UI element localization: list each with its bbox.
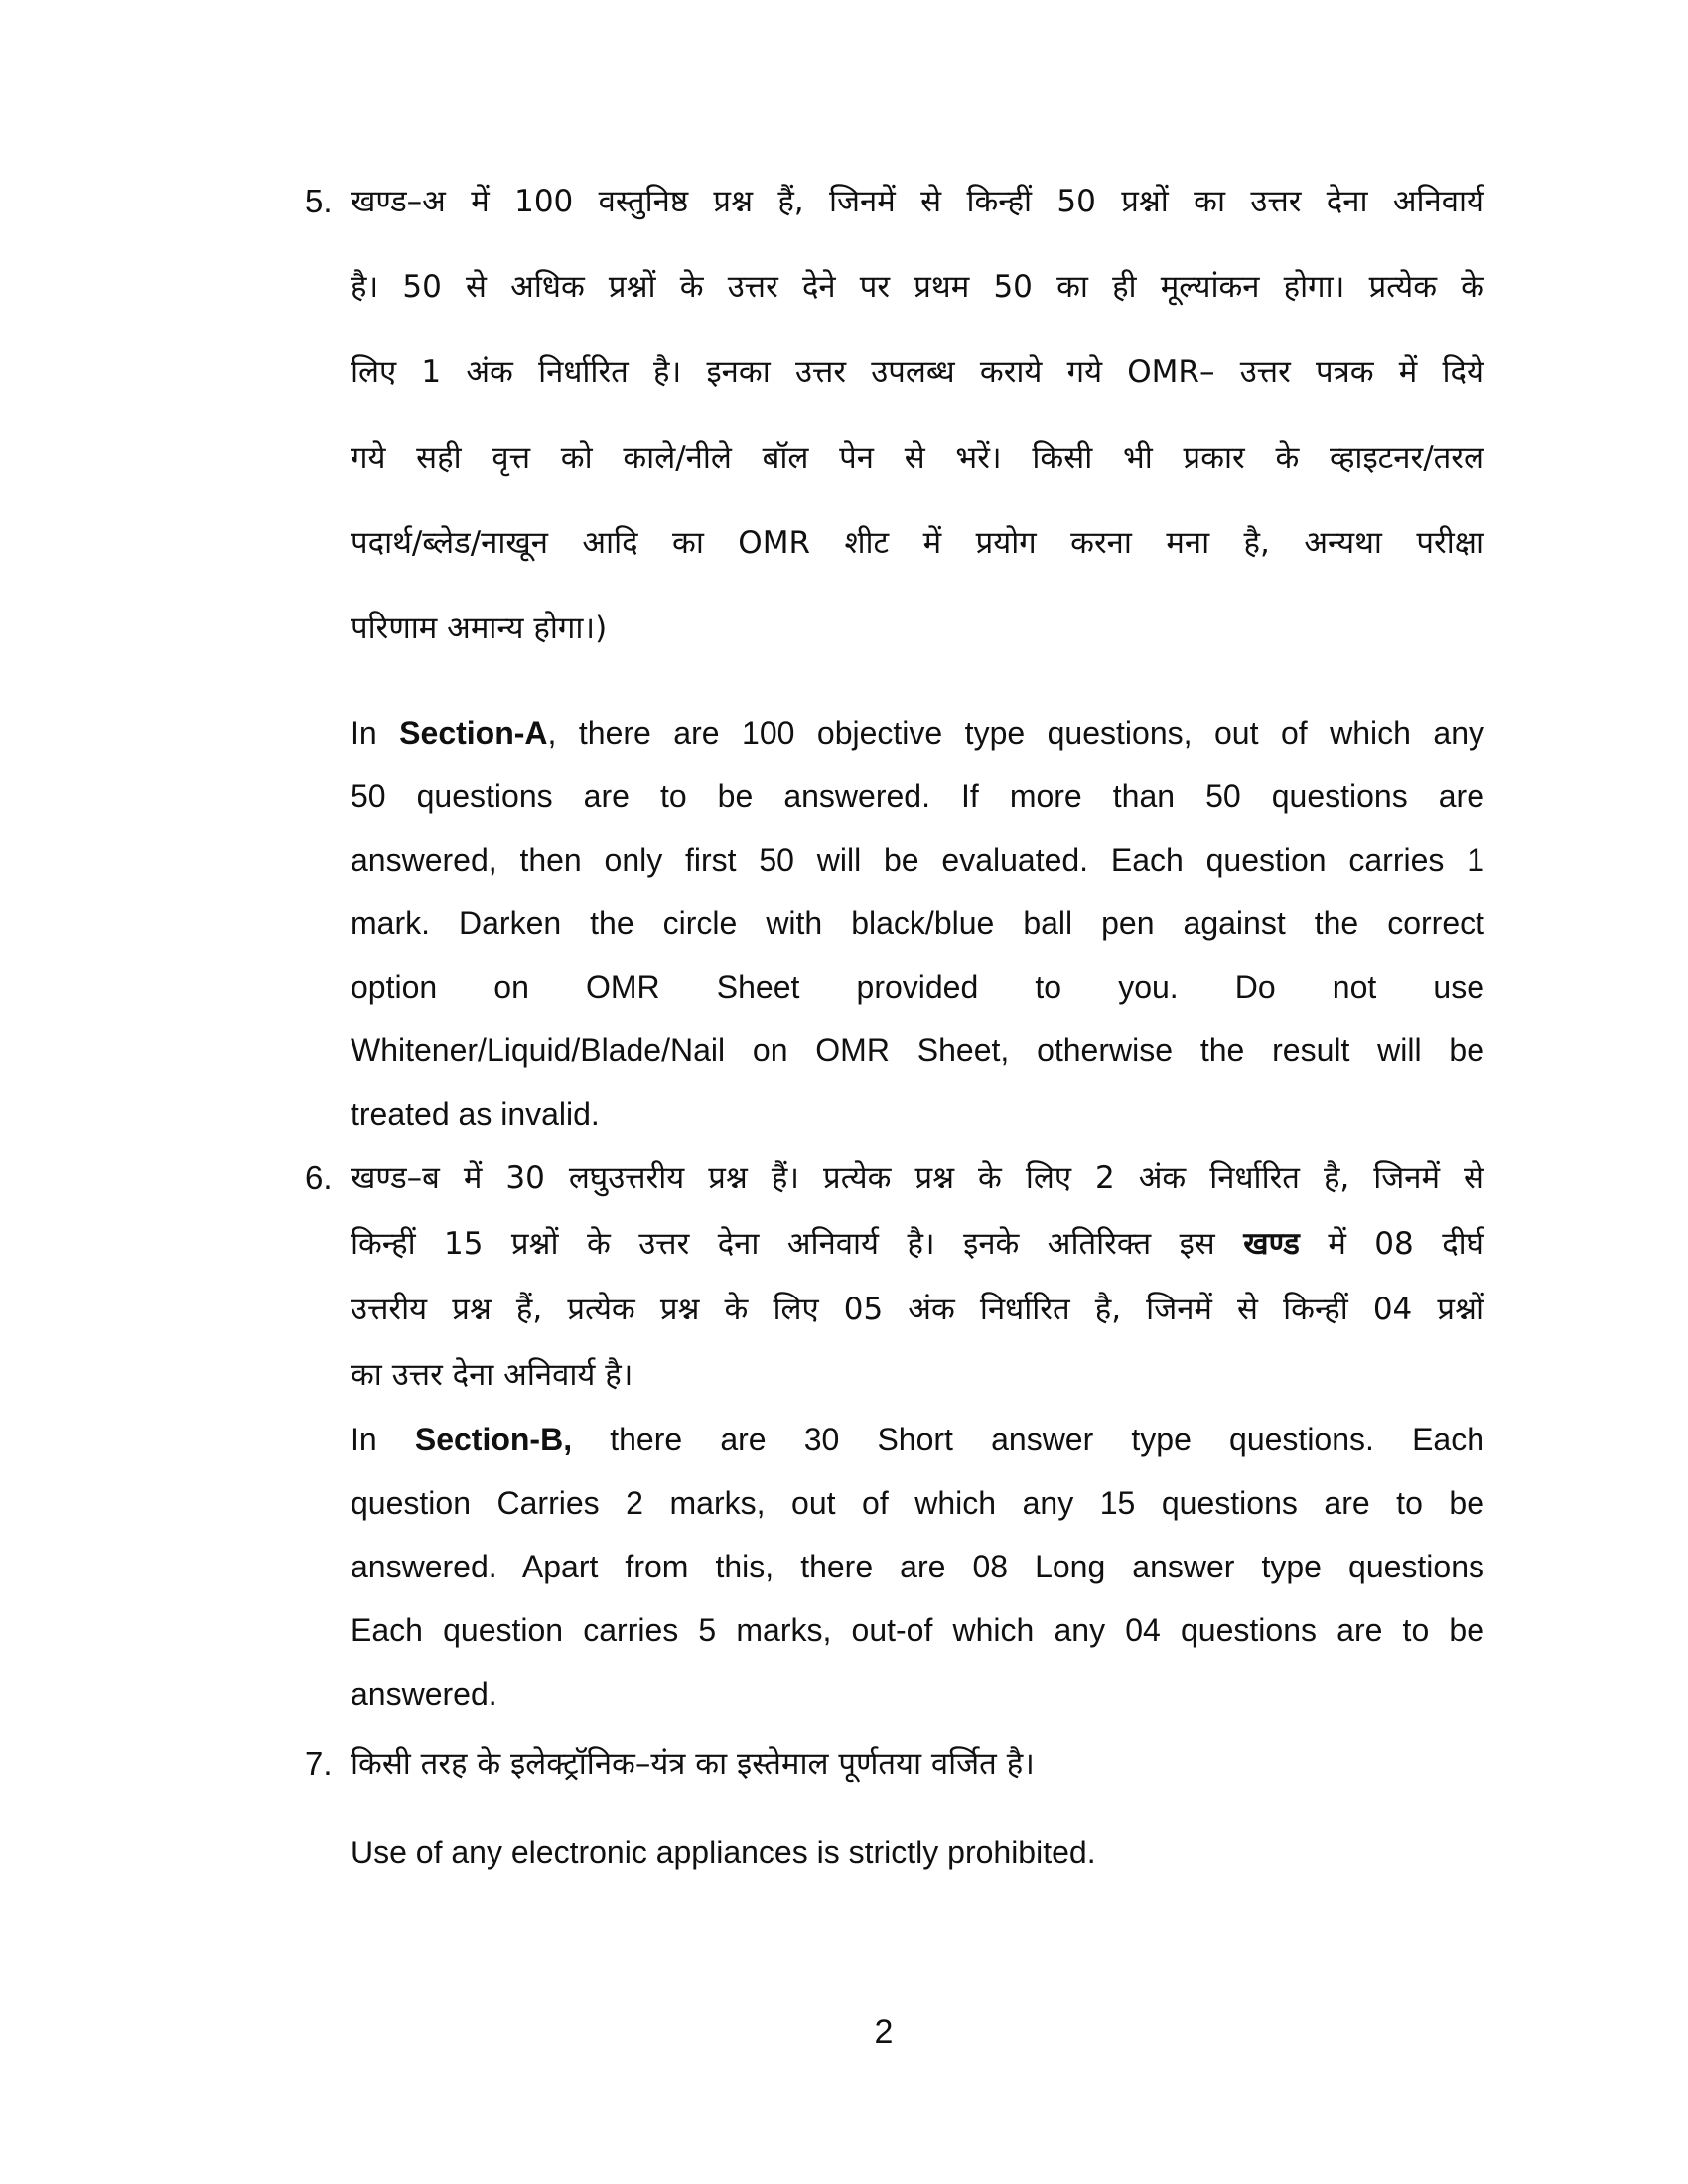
line-text: पदार्थ/ब्लेड/नाखून आदि का OMR शीट में प्रयोग करना मना है, अन्यथा परीक्षा <box>351 525 1484 561</box>
item-number: 7. <box>305 1745 333 1782</box>
english-paragraph <box>351 1408 1484 1725</box>
line-text: लिए 1 अंक निर्धारित है। इनका उत्तर उपलब्ध कराये गये OMR– उत्तर पत्रक में दिये <box>351 354 1484 390</box>
line-text: किसी तरह के इलेक्ट्रॉनिक–यंत्र का इस्तेमाल पूर्णतया वर्जित है। <box>351 1746 1035 1782</box>
line-text: परिणाम अमान्य होगा।) <box>351 611 608 646</box>
line-text: खण्ड–अ में 100 वस्तुनिष्ठ प्रश्न हैं, जिनमें से किन्हीं 50 प्रश्नों का उत्तर देना अनिवार्य <box>351 184 1484 219</box>
text-line <box>351 1146 1484 1211</box>
page-number: 2 <box>874 2013 894 2051</box>
instruction-item-6 <box>305 1146 1484 1725</box>
line-text: Each question carries 5 marks, out-of which any 04 questions are to be <box>351 1612 1484 1648</box>
line-text: में 08 दीर्घ <box>1299 1226 1484 1262</box>
text-line <box>351 1731 1484 1797</box>
item-body <box>351 1146 1484 1725</box>
hindi-paragraph <box>351 159 1484 671</box>
line-text: answered, then only first 50 will be evaluated. Each question carries 1 <box>351 842 1484 878</box>
item-body <box>351 1731 1484 1884</box>
item-number: 5. <box>305 183 333 219</box>
line-text: Use of any electronic appliances is strictly prohibited. <box>351 1835 1096 1870</box>
text-line <box>351 1598 1484 1662</box>
text-line <box>351 330 1484 415</box>
line-text: answered. Apart from this, there are 08 Long answer type questions <box>351 1549 1484 1584</box>
line-bold-text: खण्ड <box>1243 1226 1300 1262</box>
text-line <box>351 1211 1484 1277</box>
text-line <box>351 244 1484 330</box>
text-line <box>351 764 1484 828</box>
text-line <box>351 1277 1484 1342</box>
text-line <box>351 586 1484 671</box>
text-line <box>351 415 1484 500</box>
instruction-item-5 <box>305 159 1484 1146</box>
line-bold-text: Section-B, <box>414 1422 573 1457</box>
line-text: 50 questions are to be answered. If more than 50 questions are <box>351 778 1484 814</box>
text-line <box>351 828 1484 891</box>
line-text: option on OMR Sheet provided to you. Do not use <box>351 969 1484 1005</box>
text-line <box>351 1662 1484 1725</box>
text-line <box>351 955 1484 1019</box>
item-number: 6. <box>305 1160 333 1196</box>
text-line <box>351 1471 1484 1535</box>
text-line <box>351 1019 1484 1082</box>
line-text: गये सही वृत्त को काले/नीले बॉल पेन से भरें। किसी भी प्रकार के व्हाइटनर/तरल <box>351 440 1484 476</box>
line-text: किन्हीं 15 प्रश्नों के उत्तर देना अनिवार्य है। इनके अतिरिक्त इस <box>351 1226 1244 1262</box>
line-text: है। 50 से अधिक प्रश्नों के उत्तर देने पर प्रथम 50 का ही मूल्यांकन होगा। प्रत्येक के <box>351 269 1484 305</box>
text-line <box>351 1342 1484 1408</box>
line-text: question Carries 2 marks, out of which any 15 questions are to be <box>351 1485 1484 1521</box>
line-text: answered. <box>351 1676 497 1711</box>
line-text: treated as invalid. <box>351 1096 600 1132</box>
line-text: there are 30 Short answer type questions. Each <box>572 1422 1484 1457</box>
text-line <box>351 701 1484 764</box>
hindi-paragraph <box>351 1146 1484 1408</box>
line-text: In <box>351 715 400 751</box>
text-line <box>351 1821 1484 1884</box>
line-bold-text: Section-A <box>399 715 548 751</box>
text-line <box>351 1408 1484 1471</box>
instruction-item-7 <box>305 1731 1484 1884</box>
text-line <box>351 159 1484 244</box>
english-paragraph <box>351 1821 1484 1884</box>
hindi-paragraph <box>351 1731 1484 1797</box>
line-text: का उत्तर देना अनिवार्य है। <box>351 1357 633 1393</box>
line-text: उत्तरीय प्रश्न हैं, प्रत्येक प्रश्न के लिए 05 अंक निर्धारित है, जिनमें से किन्हीं 04 प्रश्नों <box>351 1292 1484 1327</box>
line-text: , there are 100 objective type questions, out of which any <box>547 715 1484 751</box>
text-line <box>351 500 1484 586</box>
item-body <box>351 159 1484 1146</box>
line-text: खण्ड–ब में 30 लघुउत्तरीय प्रश्न हैं। प्रत्येक प्रश्न के लिए 2 अंक निर्धारित है, जिनमें से <box>351 1160 1484 1196</box>
text-line <box>351 1082 1484 1146</box>
text-line <box>351 891 1484 955</box>
line-text: mark. Darken the circle with black/blue ball pen against the correct <box>351 905 1484 941</box>
english-paragraph <box>351 701 1484 1146</box>
text-line <box>351 1535 1484 1598</box>
line-text: Whitener/Liquid/Blade/Nail on OMR Sheet, otherwise the result will be <box>351 1032 1484 1068</box>
line-text: In <box>351 1422 415 1457</box>
